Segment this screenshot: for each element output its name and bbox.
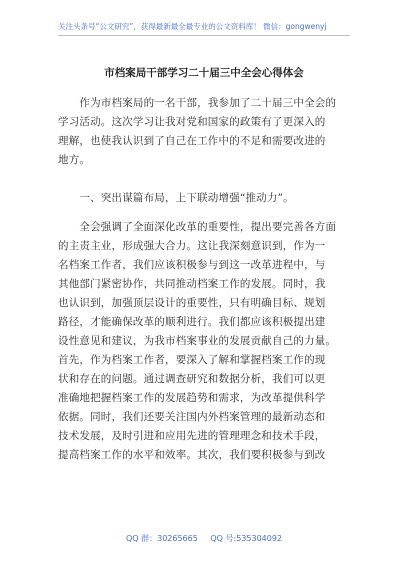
text-line: 其他部门紧密协作，共同推动档案工作的发展。同时，我 <box>58 278 326 290</box>
header-note: 关注头条号“公文研究”，获得最新最全最专业的公文资料库！ 微信：gongwenyj <box>58 22 327 31</box>
text-line: 也认识到，加强顶层设计的重要性，只有明确目标、规划 <box>58 297 326 309</box>
text-line: 首先，作为档案工作者，要深入了解和掌握档案工作的现 <box>58 354 326 366</box>
footer-qq-group: QQ 群：30265665 <box>125 534 198 543</box>
text-line: 路径，才能确保改革的顺利进行。我们都应该积极提出建 <box>58 316 326 328</box>
text-line: 地方。 <box>58 154 91 166</box>
paragraph-intro <box>58 94 350 170</box>
header-divider <box>58 35 350 36</box>
section-heading <box>58 189 350 208</box>
text-line: 学习活动。这次学习让我对党和国家的政策有了更深入的 <box>58 116 326 128</box>
text-line: 理解，也使我认识到了自己在工作中的不足和需要改进的 <box>58 135 326 147</box>
footer-qq-number: QQ 号:535304092 <box>210 534 283 543</box>
text-line: 的主责主业，形成强大合力。这让我深刻意识到，作为一 <box>58 240 326 252</box>
text-line: 准确地把握档案工作的发展趋势和需求，为改革提供科学 <box>58 392 326 404</box>
footer-contact <box>0 533 408 544</box>
text-line: 提高档案工作的水平和效率。其次，我们要积极参与到改 <box>58 449 326 461</box>
text-line: 一、突出谋篇布局，上下联动增强“推动力”。 <box>58 192 294 204</box>
text-line: 状和存在的问题。通过调查研究和数据分析，我们可以更 <box>58 373 326 385</box>
text-line: 全会强调了全面深化改革的重要性，提出要完善各方面 <box>58 221 337 233</box>
text-line: 名档案工作者，我们应该积极参与到这一改革进程中，与 <box>58 259 326 271</box>
text-line: 技术发展，及时引进和应用先进的管理理念和技术手段， <box>58 430 326 442</box>
paragraph-body <box>58 218 350 465</box>
text-line: 作为市档案局的一名干部，我参加了二十届三中全会的 <box>58 97 337 109</box>
text-line: 依据。同时，我们还要关注国内外档案管理的最新动态和 <box>58 411 326 423</box>
document-title: 市档案局干部学习二十届三中全会心得体会 <box>104 67 304 79</box>
text-line: 设性意见和建议，为我市档案事业的发展贡献自己的力量。 <box>58 335 337 347</box>
